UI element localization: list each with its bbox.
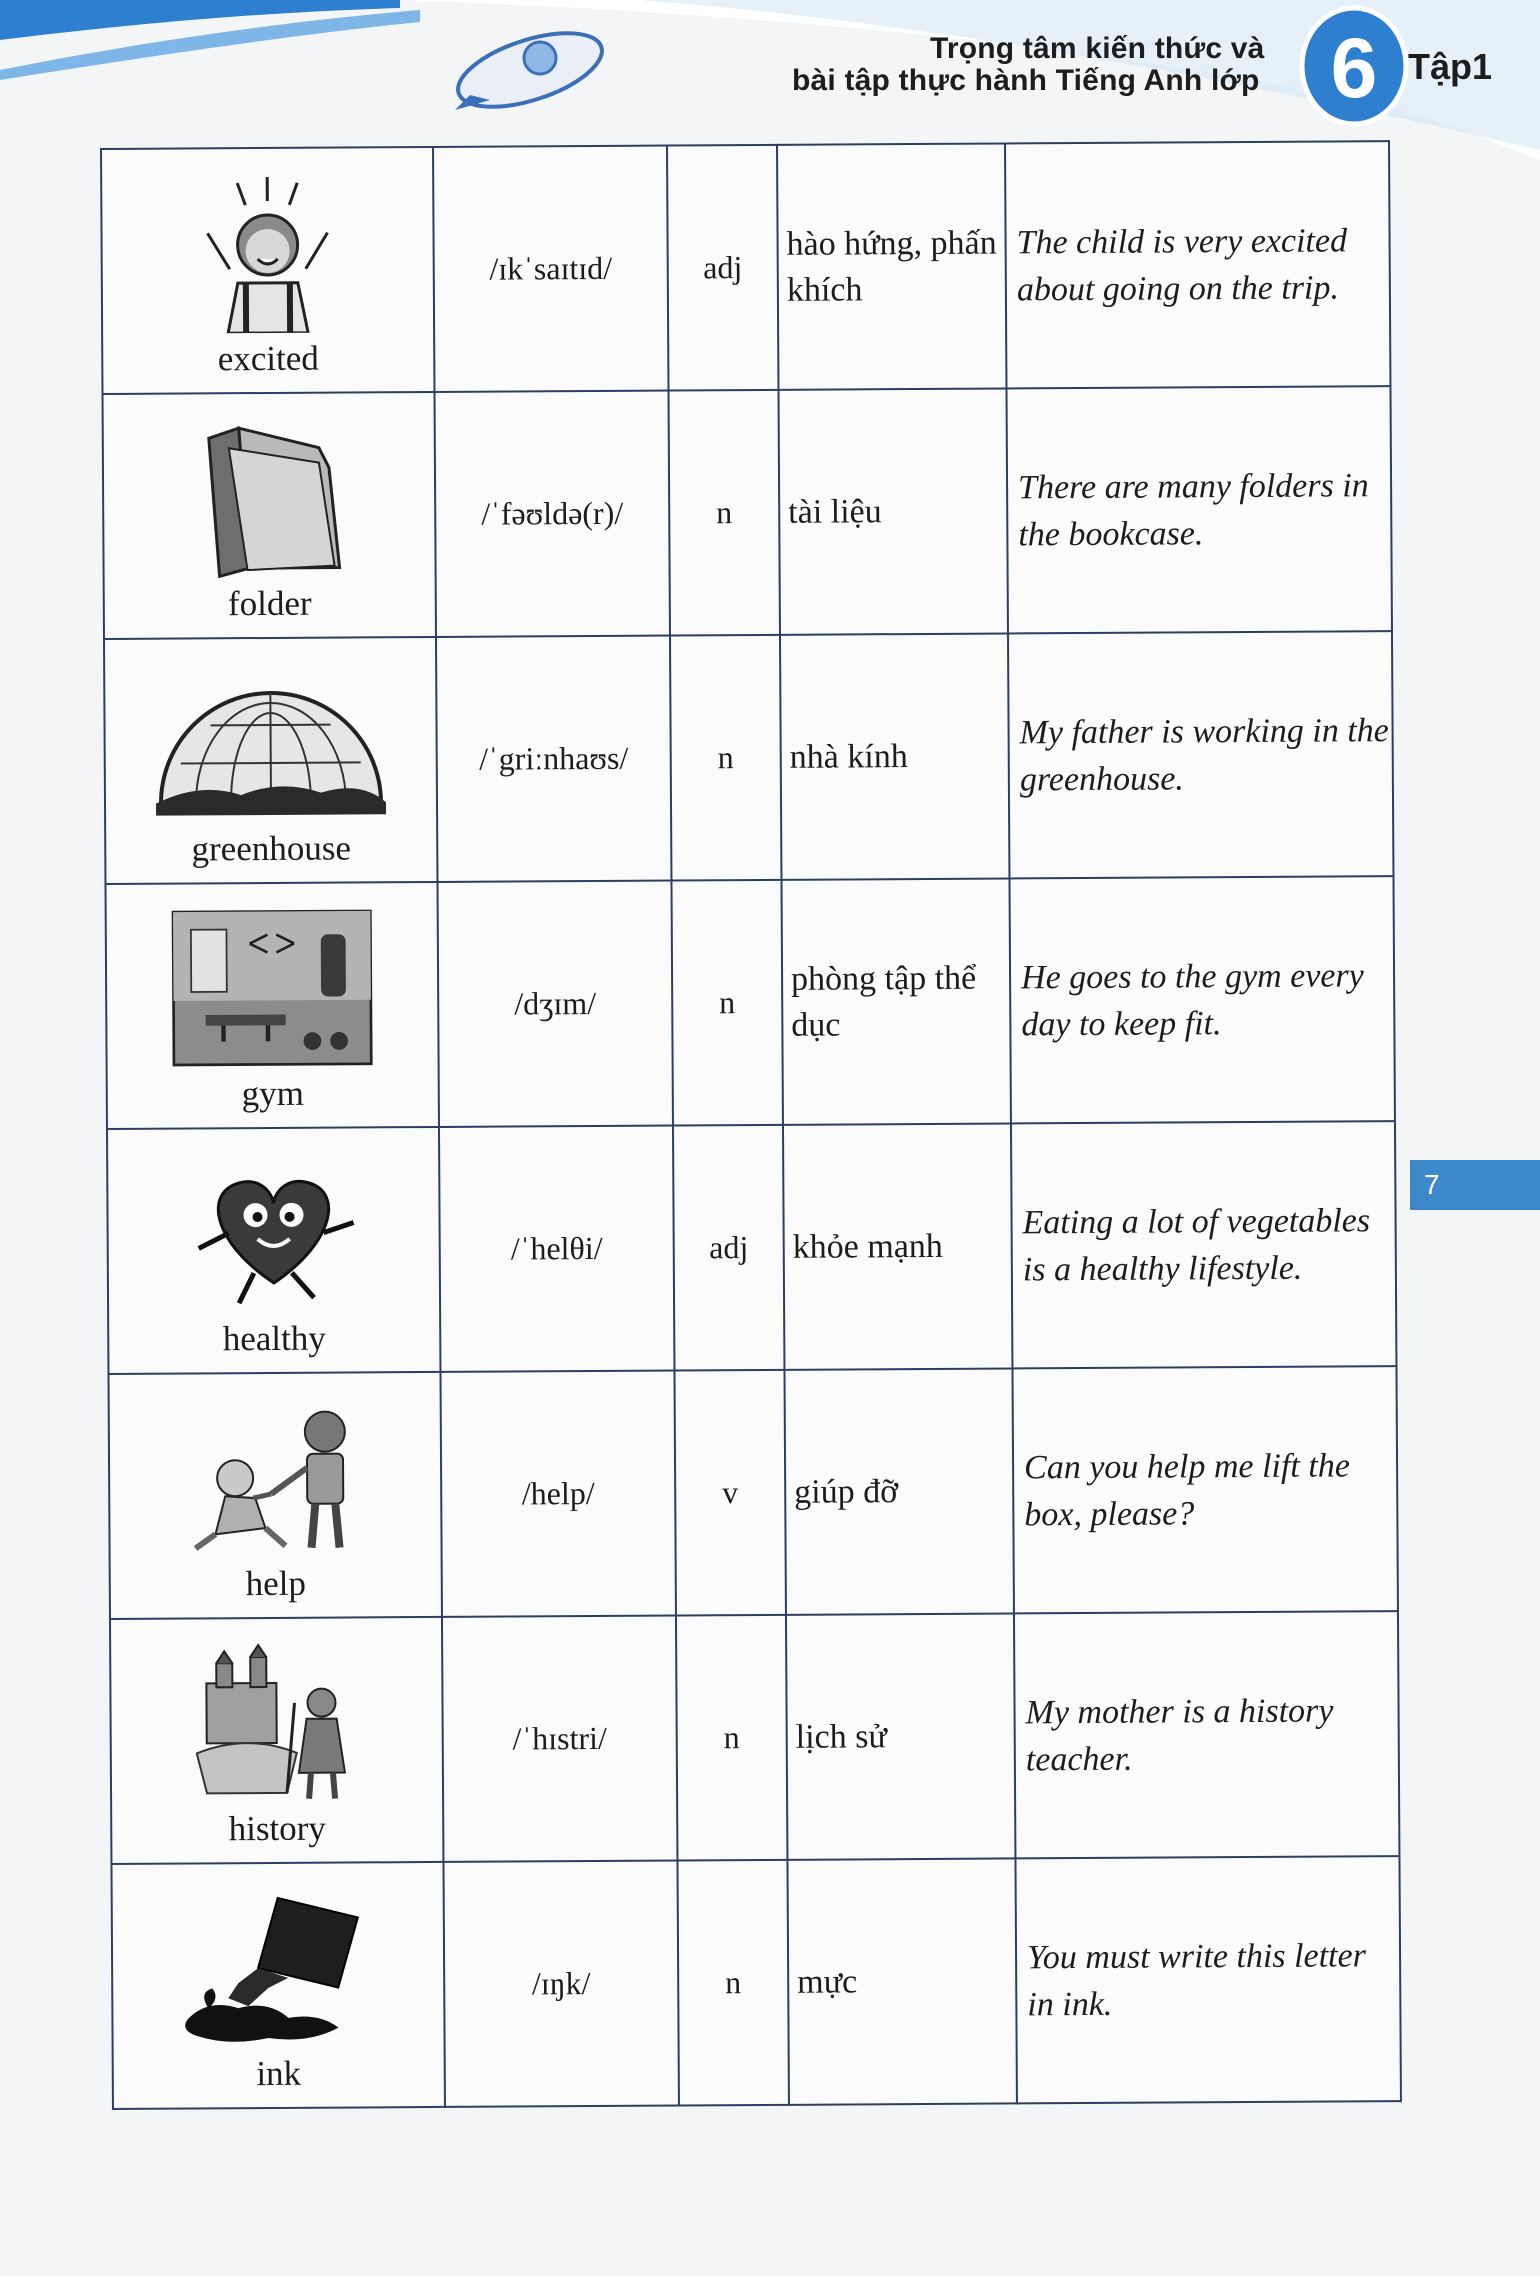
vocab-word: folder bbox=[227, 583, 312, 623]
example-cell: Can you help me lift the box, please? bbox=[1012, 1366, 1397, 1613]
ipa-cell: /ɪŋk/ bbox=[443, 1861, 678, 2107]
image-cell bbox=[101, 147, 434, 394]
part-of-speech-cell: v bbox=[674, 1370, 785, 1616]
vocab-word: help bbox=[245, 1563, 307, 1603]
table-row bbox=[107, 1121, 1396, 1374]
volume-label: Tập1 bbox=[1408, 46, 1493, 87]
grade-number: 6 bbox=[1330, 20, 1378, 115]
vocab-word: gym bbox=[241, 1073, 305, 1113]
ipa-cell: /ˈhɪstri/ bbox=[442, 1616, 677, 1862]
folder-icon bbox=[169, 417, 370, 578]
page-number: 7 bbox=[1424, 1169, 1440, 1200]
table-row bbox=[105, 876, 1394, 1129]
meaning-cell: mực bbox=[787, 1858, 1016, 2104]
meaning-cell: phòng tập thể dục bbox=[781, 878, 1010, 1124]
part-of-speech-cell: n bbox=[670, 635, 781, 881]
meaning-cell: tài liệu bbox=[778, 388, 1007, 634]
meaning-cell: lịch sử bbox=[786, 1613, 1015, 1859]
vocab-word: ink bbox=[256, 2053, 302, 2093]
excited-girl-icon bbox=[167, 172, 368, 333]
meaning-cell: nhà kính bbox=[780, 633, 1009, 879]
vocab-word: excited bbox=[217, 338, 319, 378]
gym-icon bbox=[157, 907, 388, 1068]
meaning-cell: hào hứng, phấn khích bbox=[777, 143, 1006, 389]
example-cell: The child is very excited about going on the trip. bbox=[1005, 141, 1390, 388]
part-of-speech-cell: adj bbox=[673, 1125, 784, 1371]
table-row bbox=[110, 1611, 1399, 1864]
ipa-cell: /ˈhelθi/ bbox=[439, 1126, 674, 1372]
ipa-cell: /ɪkˈsaɪtɪd/ bbox=[433, 146, 668, 392]
image-cell bbox=[110, 1617, 443, 1864]
greenhouse-icon bbox=[140, 662, 401, 824]
image-cell bbox=[104, 637, 437, 884]
example-cell: There are many folders in the bookcase. bbox=[1006, 386, 1391, 633]
heart-runner-icon bbox=[173, 1152, 374, 1313]
ipa-cell: /ˈfəʊldə(r)/ bbox=[434, 391, 669, 637]
image-cell bbox=[111, 1862, 444, 2109]
part-of-speech-cell: n bbox=[677, 1860, 788, 2106]
ink-bottle-icon bbox=[168, 1887, 389, 2048]
table-row bbox=[101, 141, 1390, 394]
vocab-word: healthy bbox=[222, 1318, 326, 1358]
castle-knight-icon bbox=[176, 1642, 377, 1803]
ipa-cell: /ˈgriːnhaʊs/ bbox=[436, 636, 671, 882]
example-cell: He goes to the gym every day to keep fit. bbox=[1009, 876, 1394, 1123]
image-cell bbox=[108, 1372, 441, 1619]
example-cell: You must write this letter in ink. bbox=[1015, 1856, 1400, 2103]
part-of-speech-cell: n bbox=[668, 390, 779, 636]
meaning-cell: khỏe mạnh bbox=[783, 1123, 1012, 1369]
vocabulary-table bbox=[100, 140, 1402, 2110]
part-of-speech-cell: adj bbox=[667, 145, 778, 391]
helping-kids-icon bbox=[175, 1397, 376, 1558]
table-row bbox=[104, 631, 1393, 884]
vocab-word: history bbox=[228, 1808, 326, 1848]
vocab-word: greenhouse bbox=[191, 827, 352, 868]
image-cell bbox=[105, 882, 438, 1129]
image-cell bbox=[107, 1127, 440, 1374]
page-header bbox=[0, 0, 1540, 160]
part-of-speech-cell: n bbox=[671, 880, 782, 1126]
ipa-cell: /dʒɪm/ bbox=[437, 881, 672, 1127]
page-number-tab bbox=[1410, 1160, 1540, 1210]
table-row bbox=[103, 386, 1392, 639]
table-row bbox=[111, 1856, 1400, 2109]
ipa-cell: /help/ bbox=[440, 1371, 675, 1617]
part-of-speech-cell: n bbox=[676, 1615, 787, 1861]
meaning-cell: giúp đỡ bbox=[784, 1368, 1013, 1614]
example-cell: Eating a lot of vegetables is a healthy lifestyle. bbox=[1011, 1121, 1396, 1368]
table-row bbox=[108, 1366, 1397, 1619]
series-title-line2: bài tập thực hành Tiếng Anh lớp bbox=[792, 64, 1260, 97]
example-cell: My father is working in the greenhouse. bbox=[1008, 631, 1393, 878]
example-cell: My mother is a history teacher. bbox=[1014, 1611, 1399, 1858]
image-cell bbox=[103, 392, 436, 639]
rocket-icon bbox=[449, 18, 610, 121]
series-title-line1: Trọng tâm kiến thức và bbox=[930, 32, 1265, 65]
